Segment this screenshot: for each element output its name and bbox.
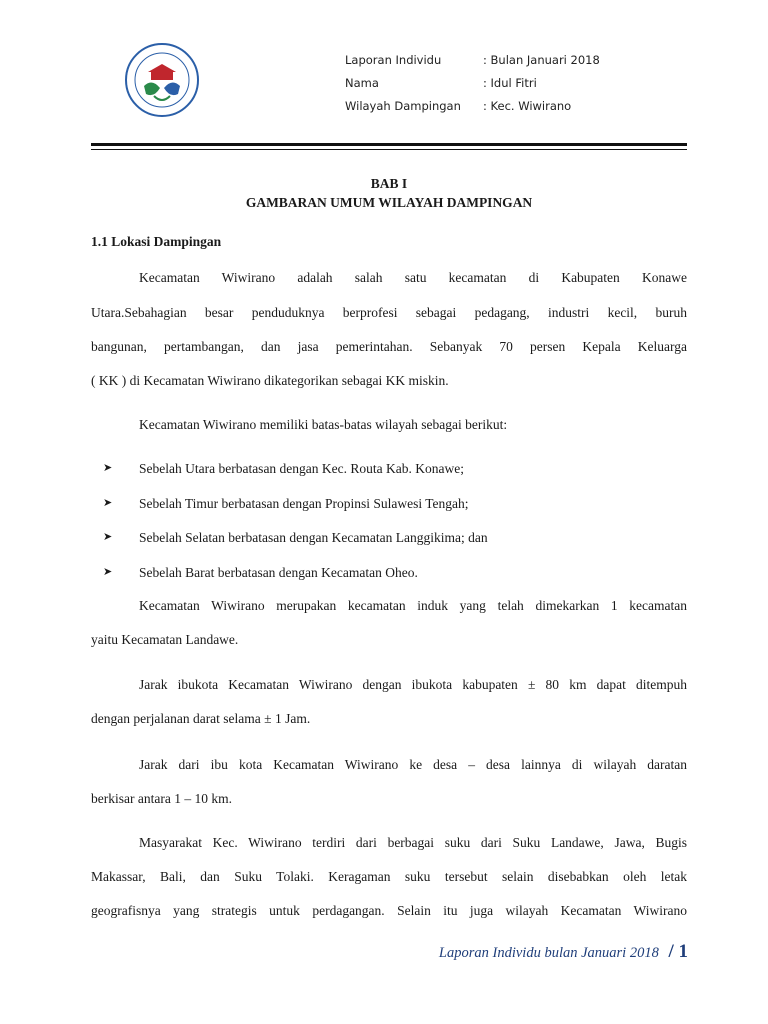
- paragraph-line: Kecamatan Wiwirano merupakan kecamatan induk yang telah dimekarkan 1 kecamatan: [139, 598, 687, 613]
- header-key: Laporan Individu: [345, 53, 442, 67]
- arrow-bullet-icon: ➤: [103, 461, 113, 474]
- arrow-bullet-icon: ➤: [103, 530, 113, 543]
- header-row-region: [345, 98, 600, 121]
- header-value: : Bulan Januari 2018: [483, 53, 600, 67]
- header-value: : Kec. Wiwirano: [483, 99, 572, 113]
- paragraph-line: Kecamatan Wiwirano adalah salah satu kecamatan di Kabupaten Konawe: [139, 270, 687, 285]
- header-value: : Idul Fitri: [483, 76, 537, 90]
- report-header-info: [345, 52, 600, 121]
- page-footer: [439, 941, 688, 963]
- list-item-text: Sebelah Timur berbatasan dengan Propinsi Sulawesi Tengah;: [139, 496, 469, 511]
- paragraph-line: dengan perjalanan darat selama ± 1 Jam.: [91, 711, 311, 726]
- paragraph-line: berkisar antara 1 – 10 km.: [91, 791, 232, 806]
- list-item: [103, 461, 687, 477]
- list-item-text: Sebelah Barat berbatasan dengan Kecamatan Oheo.: [139, 565, 418, 580]
- header-row-name: [345, 75, 600, 98]
- paragraph-line: geografisnya yang strategis untuk perdagangan. Selain itu juga wilayah Kecamatan Wiwirano: [91, 903, 687, 918]
- list-item: [103, 496, 687, 512]
- paragraph-line: bangunan, pertambangan, dan jasa pemerintahan. Sebanyak 70 persen Kepala Keluarga: [91, 339, 687, 354]
- section-heading: 1.1 Lokasi Dampingan: [91, 234, 222, 249]
- paragraph-line: Kecamatan Wiwirano memiliki batas-batas wilayah sebagai berikut:: [139, 417, 508, 432]
- paragraph-line: Jarak dari ibu kota Kecamatan Wiwirano ke desa – desa lainnya di wilayah daratan: [139, 757, 687, 772]
- chapter-title: GAMBARAN UMUM WILAYAH DAMPINGAN: [245, 195, 533, 210]
- list-item-text: Sebelah Utara berbatasan dengan Kec. Routa Kab. Konawe;: [139, 461, 464, 476]
- header-key: Nama: [345, 76, 379, 90]
- arrow-bullet-icon: ➤: [103, 496, 113, 509]
- footer-text: Laporan Individu bulan Januari 2018: [438, 945, 659, 961]
- paragraph-line: ( KK ) di Kecamatan Wiwirano dikategorikan sebagai KK miskin.: [91, 373, 449, 388]
- list-item: [103, 530, 687, 546]
- list-item-text: Sebelah Selatan berbatasan dengan Kecamatan Langgikima; dan: [139, 530, 488, 545]
- paragraph-line: Jarak ibukota Kecamatan Wiwirano dengan ibukota kabupaten ± 80 km dapat ditempuh: [139, 677, 687, 692]
- paragraph-line: yaitu Kecamatan Landawe.: [91, 632, 239, 647]
- header-key: Wilayah Dampingan: [345, 99, 461, 113]
- header-row-report: [345, 52, 600, 75]
- list-item: [103, 565, 687, 581]
- paragraph-line: Masyarakat Kec. Wiwirano terdiri dari berbagai suku dari Suku Landawe, Jawa, Bugis: [139, 835, 687, 850]
- header-divider-thick: [91, 143, 687, 146]
- paragraph-line: Utara.Sebahagian besar penduduknya berprofesi sebagai pedagang, industri kecil, buruh: [91, 305, 687, 320]
- page-number: / 1: [668, 941, 688, 962]
- paragraph-line: Makassar, Bali, dan Suku Tolaki. Keragaman suku tersebut selain disebabkan oleh letak: [91, 869, 687, 884]
- ministry-emblem-icon: [124, 42, 200, 118]
- arrow-bullet-icon: ➤: [103, 565, 113, 578]
- chapter-number: BAB I: [370, 176, 408, 191]
- header-divider-thin: [91, 149, 687, 150]
